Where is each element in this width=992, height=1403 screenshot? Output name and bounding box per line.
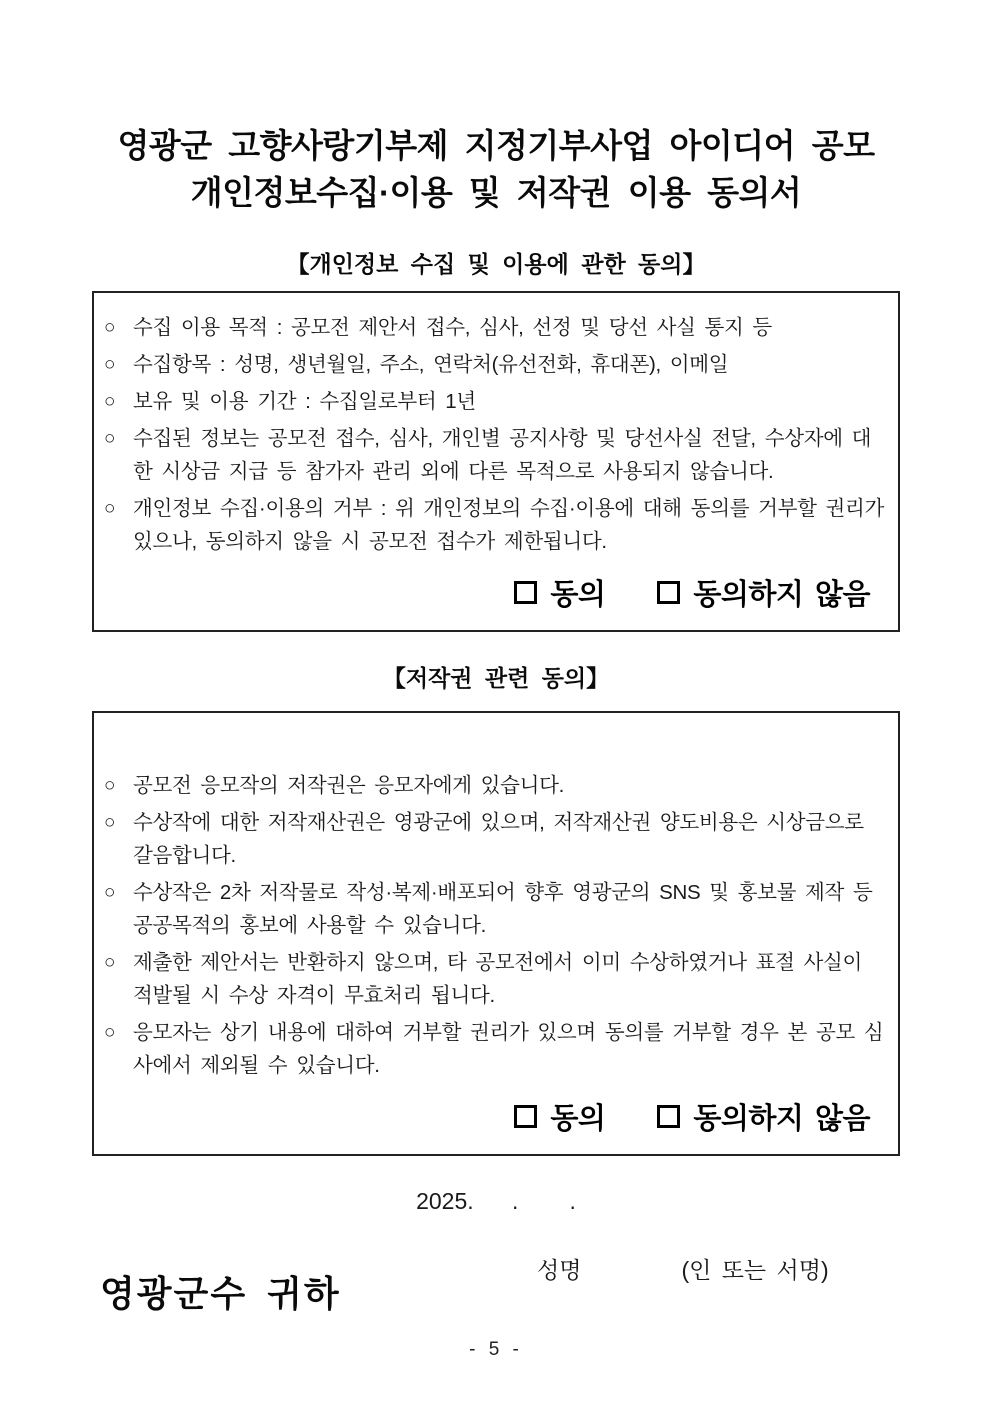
copyright-item-text: 수상작에 대한 저작재산권은 영광군에 있으며, 저작재산권 양도비용은 시상금으로 갈음합니다. xyxy=(133,811,864,867)
document-title-line1: 영광군 고향사랑기부제 지정기부사업 아이디어 공모 xyxy=(117,127,875,164)
privacy-disagree-option[interactable] xyxy=(657,572,870,613)
copyright-item-text: 공모전 응모작의 저작권은 응모자에게 있습니다. xyxy=(133,774,565,797)
circle-bullet-icon: ○ xyxy=(104,882,116,903)
copyright-disagree-label: 동의하지 않음 xyxy=(693,1102,870,1135)
page-number: - 5 - xyxy=(469,1339,523,1360)
copyright-consent-choices xyxy=(102,1092,884,1140)
copyright-item-ownership xyxy=(102,769,884,802)
privacy-disagree-label: 동의하지 않음 xyxy=(693,578,870,611)
privacy-item-text: 개인정보 수집·이용의 거부 : 위 개인정보의 수집·이용에 대해 동의를 거부할 권리가 있으나, 동의하지 않을 시 공모전 접수가 제한됩니다. xyxy=(133,497,885,553)
recipient-line: 영광군수 귀하 xyxy=(100,1273,341,1314)
copyright-agree-checkbox[interactable] xyxy=(514,1105,537,1128)
privacy-agree-checkbox[interactable] xyxy=(514,581,537,604)
privacy-item-retention xyxy=(102,385,884,418)
copyright-item-text: 응모자는 상기 내용에 대하여 거부할 권리가 있으며 동의를 거부할 경우 본 공모 심사에서 제외될 수 있습니다. xyxy=(133,1021,884,1077)
privacy-consent-choices xyxy=(102,568,884,616)
copyright-disagree-checkbox[interactable] xyxy=(657,1105,680,1128)
document-title-line2: 개인정보수집·이용 및 저작권 이용 동의서 xyxy=(190,174,802,211)
privacy-consent-box xyxy=(92,291,900,632)
name-label: 성명 xyxy=(537,1257,582,1283)
privacy-item-purpose xyxy=(102,311,884,344)
seal-or-signature-note: (인 또는 서명) xyxy=(681,1257,829,1283)
privacy-item-text: 수집항목 : 성명, 생년월일, 주소, 연락처(유선전화, 휴대폰), 이메일 xyxy=(133,353,729,376)
copyright-consent-box xyxy=(92,711,900,1156)
circle-bullet-icon: ○ xyxy=(104,812,116,833)
privacy-disagree-checkbox[interactable] xyxy=(657,581,680,604)
privacy-consent-heading: 【개인정보 수집 및 이용에 관한 동의】 xyxy=(286,251,706,277)
date-line: 2025. . . xyxy=(416,1188,576,1214)
privacy-item-items xyxy=(102,348,884,381)
privacy-item-text: 보유 및 이용 기간 : 수집일로부터 1년 xyxy=(133,390,476,413)
name-row xyxy=(537,1252,829,1285)
copyright-agree-option[interactable] xyxy=(514,1096,605,1137)
privacy-item-refusal xyxy=(102,492,884,558)
circle-bullet-icon: ○ xyxy=(104,391,116,412)
copyright-disagree-option[interactable] xyxy=(657,1096,870,1137)
privacy-item-usage-limit xyxy=(102,422,884,488)
copyright-item-text: 제출한 제안서는 반환하지 않으며, 타 공모전에서 이미 수상하였거나 표절 사실이 적발될 시 수상 자격이 무효처리 됩니다. xyxy=(133,951,863,1007)
copyright-consent-heading: 【저작권 관련 동의】 xyxy=(382,665,610,691)
privacy-item-text: 수집 이용 목적 : 공모전 제안서 접수, 심사, 선정 및 당선 사실 통지 등 xyxy=(133,316,772,339)
circle-bullet-icon: ○ xyxy=(104,498,116,519)
copyright-agree-label: 동의 xyxy=(550,1102,606,1135)
copyright-item-refusal xyxy=(102,1016,884,1082)
copyright-item-text: 수상작은 2차 저작물로 작성·복제·배포되어 향후 영광군의 SNS 및 홍보물 제작 등 공공목적의 홍보에 사용할 수 있습니다. xyxy=(133,881,873,937)
circle-bullet-icon: ○ xyxy=(104,775,116,796)
circle-bullet-icon: ○ xyxy=(104,428,116,449)
circle-bullet-icon: ○ xyxy=(104,952,116,973)
copyright-item-secondary-use xyxy=(102,876,884,942)
circle-bullet-icon: ○ xyxy=(104,1022,116,1043)
document-title xyxy=(0,122,992,216)
privacy-item-text: 수집된 정보는 공모전 접수, 심사, 개인별 공지사항 및 당선사실 전달, 수상자에 대한 시상금 지급 등 참가자 관리 외에 다른 목적으로 사용되지 않습니다. xyxy=(133,427,872,483)
privacy-agree-label: 동의 xyxy=(550,578,606,611)
circle-bullet-icon: ○ xyxy=(104,354,116,375)
circle-bullet-icon: ○ xyxy=(104,317,116,338)
copyright-item-no-return xyxy=(102,946,884,1012)
signature-area xyxy=(0,1156,992,1356)
privacy-agree-option[interactable] xyxy=(514,572,605,613)
copyright-item-property-rights xyxy=(102,806,884,872)
